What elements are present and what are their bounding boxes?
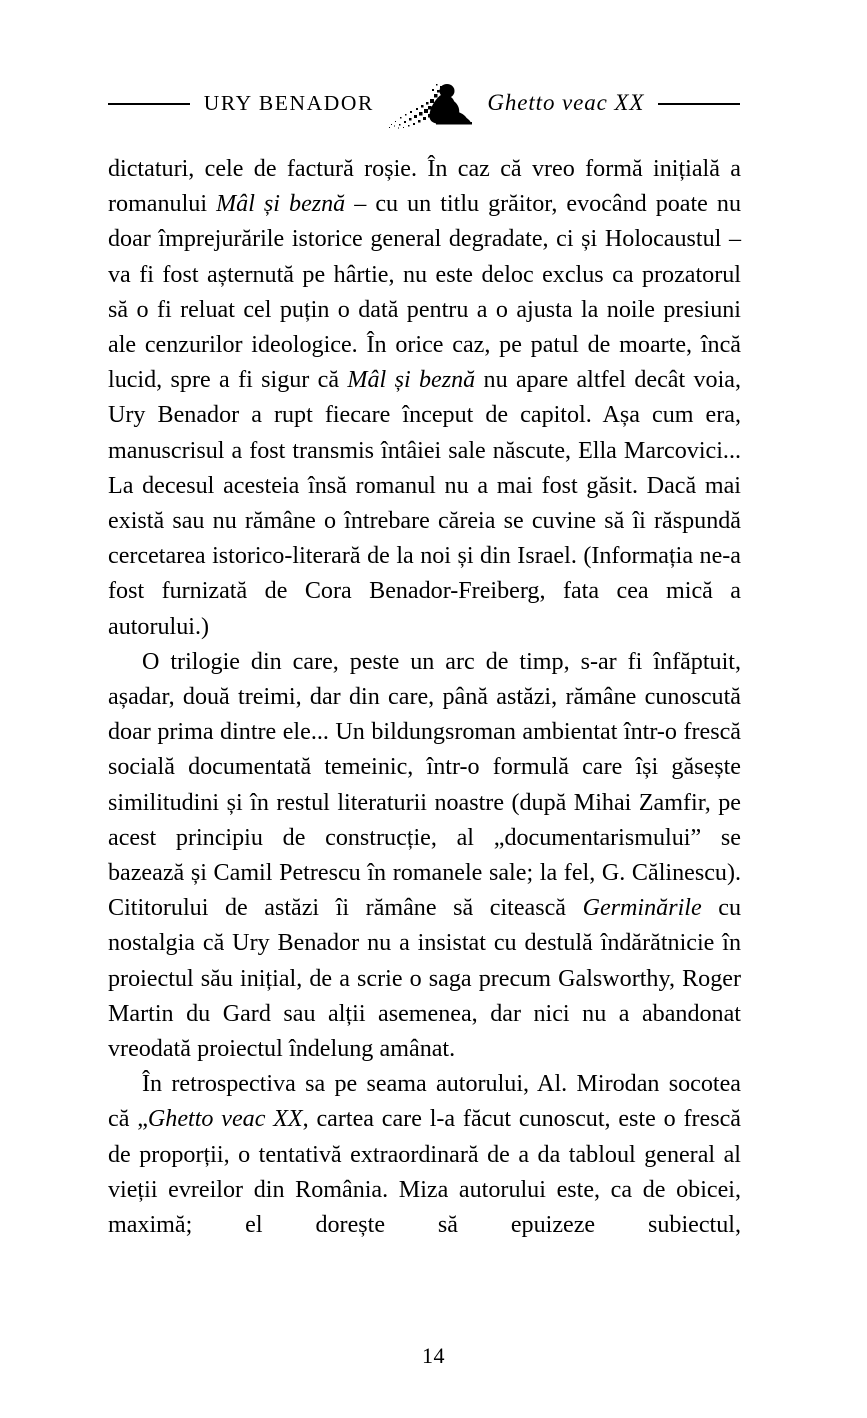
text-run: , cartea care l-a făcut cunoscut, este o frescă de proporții, o tentativă extraordinară de a da tabloul general al vieții evreilor din România. Miza autorului este, ca de obicei, maximă; el dorește să epuizeze subiectul, [108, 1106, 741, 1239]
text-run: În retrospectiva sa pe seama autorului, Al. Mirodan socotea că „ [108, 1071, 741, 1133]
text-run: O trilogie din care, peste un arc de timp, s-ar fi înfăptuit, așadar, două treimi, dar din care, până astăzi, rămâne cunoscută doar prima dintre ele... Un bildungsroman ambientat într-o frescă socială documentată temeinic, într-o formulă care își găsește similitudini și în restul literaturii noastre (după Mihai Zamfir, pe acest principiu de construcție, al „documentarismului” se bazează și Camil Petrescu în romanele sale; la fel, G. Călinescu). Cititorului de astăzi îi rămâne să citească [108, 648, 741, 922]
page-number: 14 [422, 1343, 445, 1368]
italic-title: Ghetto veac XX [147, 1106, 303, 1133]
header-author-name: URY BENADOR [203, 90, 374, 115]
header-rule-right [658, 103, 740, 105]
header-book-title: Ghetto veac XX [487, 90, 645, 115]
text-run: dictaturi, cele de factură roșie. În caz că vreo formă inițială a romanului [108, 156, 741, 218]
seated-figure-dissolving-into-pixels-icon [388, 79, 474, 129]
paragraph-para-3 [108, 1067, 741, 1243]
text-run: – cu un titlu grăitor, evocând poate nu doar împrejurările istorice general degradate, ci și Holocaustul – va fi fost așternută pe hârtie, nu este deloc exclus ca prozatorul să o fi reluat cel puțin o dată pentru a o ajusta la noile presiuni ale cenzurilor ideologice. În orice caz, pe patul de moarte, încă lucid, spre a fi sigur că [108, 191, 742, 394]
italic-title: Germinările [582, 895, 702, 922]
running-header [108, 78, 740, 130]
body-text-column [108, 152, 741, 1243]
text-run: nu apare altfel decât voia, Ury Benador a rupt fiecare început de capitol. Așa cum era, manuscrisul a fost transmis întâiei sale născute, Ella Marcovici... La decesul acesteia însă romanul nu a mai fost găsit. Dacă mai există sau nu rămâne o întrebare căreia se cuvine să îi răspundă cercetarea istorico-literară de la noi și din Israel. (Informația ne-a fost furnizată de Cora Benador-Freiberg, fata cea mică a autorului.) [108, 367, 742, 640]
paragraph-para-2 [108, 645, 741, 1067]
text-run: cu nostalgia că Ury Benador nu a insistat cu destulă îndărătnicie în proiectul său inițial, de a scrie o saga precum Galsworthy, Roger Martin du Gard sau alții asemenea, dar nici nu a abandonat vreodată proiectul îndelung amânat. [108, 895, 741, 1063]
paragraph-para-1 [108, 152, 741, 645]
header-rule-left [108, 103, 190, 105]
italic-title: Mâl și beznă [216, 191, 346, 218]
italic-title: Mâl și beznă [347, 367, 476, 394]
